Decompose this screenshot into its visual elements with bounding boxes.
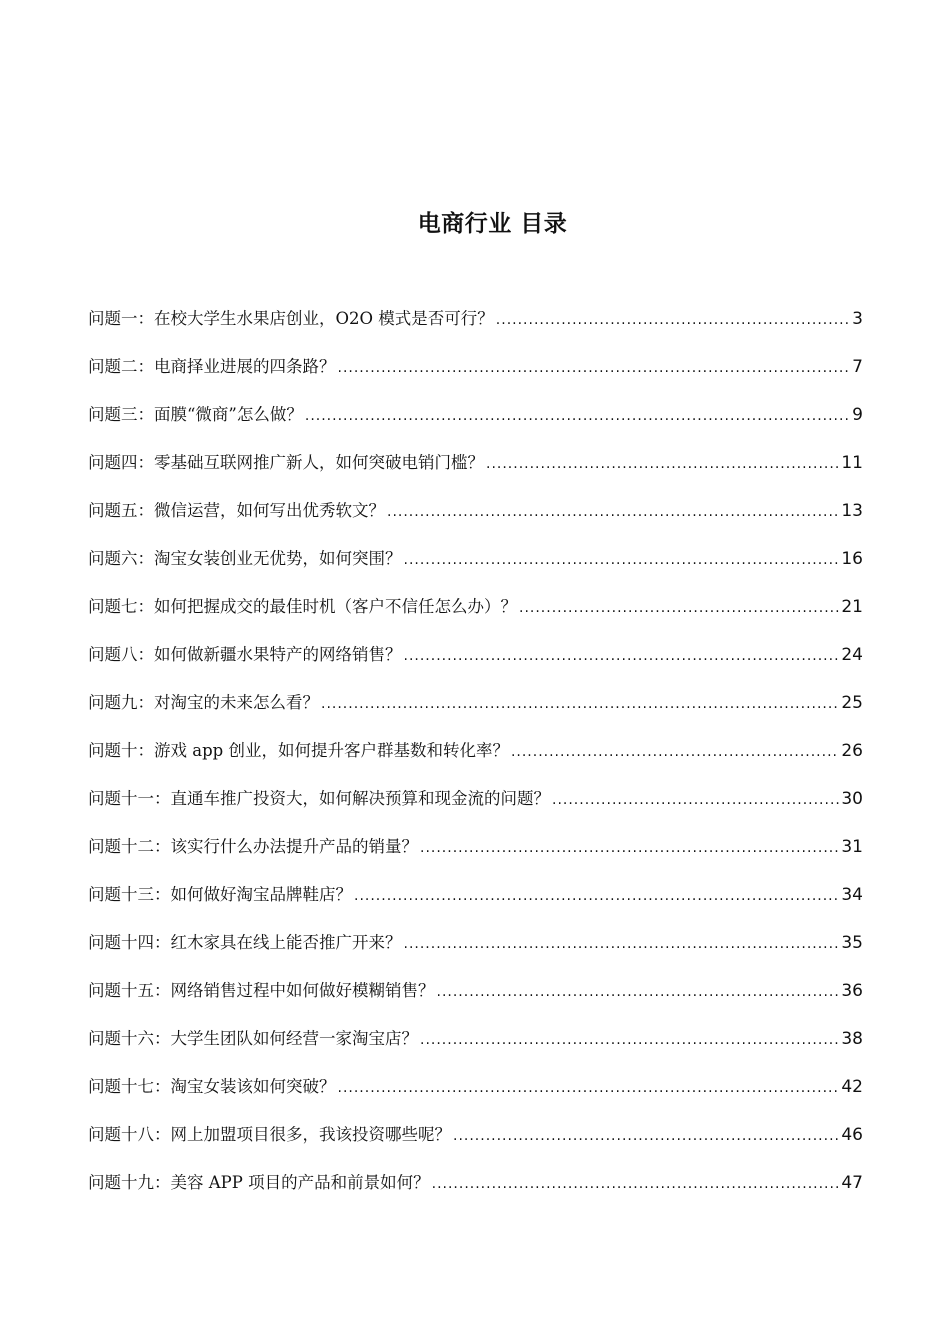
toc-dot-leader bbox=[453, 1121, 839, 1151]
toc-page-number: 7 bbox=[852, 357, 863, 377]
toc-dot-leader bbox=[404, 545, 840, 575]
toc-dot-leader bbox=[420, 833, 839, 863]
toc-dot-leader bbox=[511, 737, 839, 767]
toc-dot-leader bbox=[305, 401, 850, 431]
toc-entry[interactable] bbox=[88, 592, 863, 640]
toc-dot-leader bbox=[519, 593, 839, 623]
toc-page-number: 38 bbox=[841, 1029, 863, 1049]
toc-entry-title: 问题十八：网上加盟项目很多，我该投资哪些呢？ bbox=[88, 1125, 451, 1144]
toc-entry[interactable] bbox=[88, 832, 863, 880]
toc-entry-title: 问题十三：如何做好淘宝品牌鞋店？ bbox=[88, 885, 352, 904]
toc-page-number: 24 bbox=[841, 645, 863, 665]
toc-entry[interactable] bbox=[88, 1120, 863, 1168]
toc-entry-title: 问题十五：网络销售过程中如何做好模糊销售？ bbox=[88, 981, 435, 1000]
toc-dot-leader bbox=[404, 929, 840, 959]
toc-entry-title: 问题六：淘宝女装创业无优势，如何突围？ bbox=[88, 549, 402, 568]
toc-entry-title: 问题五：微信运营，如何写出优秀软文？ bbox=[88, 501, 385, 520]
toc-entry-title: 问题十二：该实行什么办法提升产品的销量？ bbox=[88, 837, 418, 856]
toc-dot-leader bbox=[420, 1025, 839, 1055]
toc-entry[interactable] bbox=[88, 352, 863, 400]
toc-page-number: 36 bbox=[841, 981, 863, 1001]
toc-dot-leader bbox=[404, 641, 840, 671]
toc-page-number: 30 bbox=[841, 789, 863, 809]
toc-page-number: 42 bbox=[841, 1077, 863, 1097]
toc-entry[interactable] bbox=[88, 784, 863, 832]
toc-dot-leader bbox=[432, 1169, 840, 1199]
toc-entry[interactable] bbox=[88, 640, 863, 688]
toc-entry[interactable] bbox=[88, 448, 863, 496]
toc-entry[interactable] bbox=[88, 976, 863, 1024]
toc-entry-title: 问题三：面膜“微商”怎么做？ bbox=[88, 405, 303, 424]
toc-page-number: 13 bbox=[841, 501, 863, 521]
toc-dot-leader bbox=[437, 977, 840, 1007]
toc-entry-title: 问题四：零基础互联网推广新人，如何突破电销门槛？ bbox=[88, 453, 484, 472]
toc-dot-leader bbox=[354, 881, 839, 911]
toc-entry[interactable] bbox=[88, 1072, 863, 1120]
toc-entry-title: 问题十四：红木家具在线上能否推广开来？ bbox=[88, 933, 402, 952]
toc-entry[interactable] bbox=[88, 736, 863, 784]
toc-entry-title: 问题九：对淘宝的未来怎么看？ bbox=[88, 693, 319, 712]
toc-dot-leader bbox=[321, 689, 839, 719]
table-of-contents bbox=[88, 304, 863, 1216]
toc-dot-leader bbox=[486, 449, 839, 479]
toc-entry[interactable] bbox=[88, 496, 863, 544]
toc-entry-title: 问题十九：美容 APP 项目的产品和前景如何？ bbox=[88, 1173, 430, 1192]
toc-entry[interactable] bbox=[88, 304, 863, 352]
toc-entry-title: 问题二：电商择业进展的四条路？ bbox=[88, 357, 336, 376]
toc-dot-leader bbox=[338, 353, 851, 383]
toc-entry-title: 问题十七：淘宝女装该如何突破？ bbox=[88, 1077, 336, 1096]
toc-page-number: 35 bbox=[841, 933, 863, 953]
toc-entry[interactable] bbox=[88, 928, 863, 976]
toc-dot-leader bbox=[496, 305, 850, 335]
toc-page-number: 11 bbox=[841, 453, 863, 473]
toc-entry[interactable] bbox=[88, 400, 863, 448]
toc-entry-title: 问题八：如何做新疆水果特产的网络销售？ bbox=[88, 645, 402, 664]
toc-dot-leader bbox=[387, 497, 839, 527]
toc-dot-leader bbox=[552, 785, 839, 815]
toc-page-number: 21 bbox=[841, 597, 863, 617]
toc-page-number: 3 bbox=[852, 309, 863, 329]
page-title: 电商行业 目录 bbox=[417, 211, 568, 237]
toc-entry-title: 问题七：如何把握成交的最佳时机（客户不信任怎么办）？ bbox=[88, 597, 517, 616]
toc-page-number: 47 bbox=[841, 1173, 863, 1193]
toc-entry-title: 问题十：游戏 app 创业，如何提升客户群基数和转化率？ bbox=[88, 741, 509, 760]
toc-entry[interactable] bbox=[88, 544, 863, 592]
toc-entry[interactable] bbox=[88, 688, 863, 736]
toc-entry-title: 问题一：在校大学生水果店创业，O2O 模式是否可行？ bbox=[88, 309, 494, 328]
toc-page-number: 9 bbox=[852, 405, 863, 425]
toc-entry-title: 问题十六：大学生团队如何经营一家淘宝店？ bbox=[88, 1029, 418, 1048]
toc-page-number: 25 bbox=[841, 693, 863, 713]
toc-entry[interactable] bbox=[88, 1168, 863, 1216]
toc-entry-title: 问题十一：直通车推广投资大，如何解决预算和现金流的问题？ bbox=[88, 789, 550, 808]
toc-page-number: 26 bbox=[841, 741, 863, 761]
toc-entry[interactable] bbox=[88, 880, 863, 928]
toc-page-number: 16 bbox=[841, 549, 863, 569]
toc-page-number: 46 bbox=[841, 1125, 863, 1145]
toc-entry[interactable] bbox=[88, 1024, 863, 1072]
toc-dot-leader bbox=[338, 1073, 840, 1103]
toc-page-number: 31 bbox=[841, 837, 863, 857]
toc-page-number: 34 bbox=[841, 885, 863, 905]
